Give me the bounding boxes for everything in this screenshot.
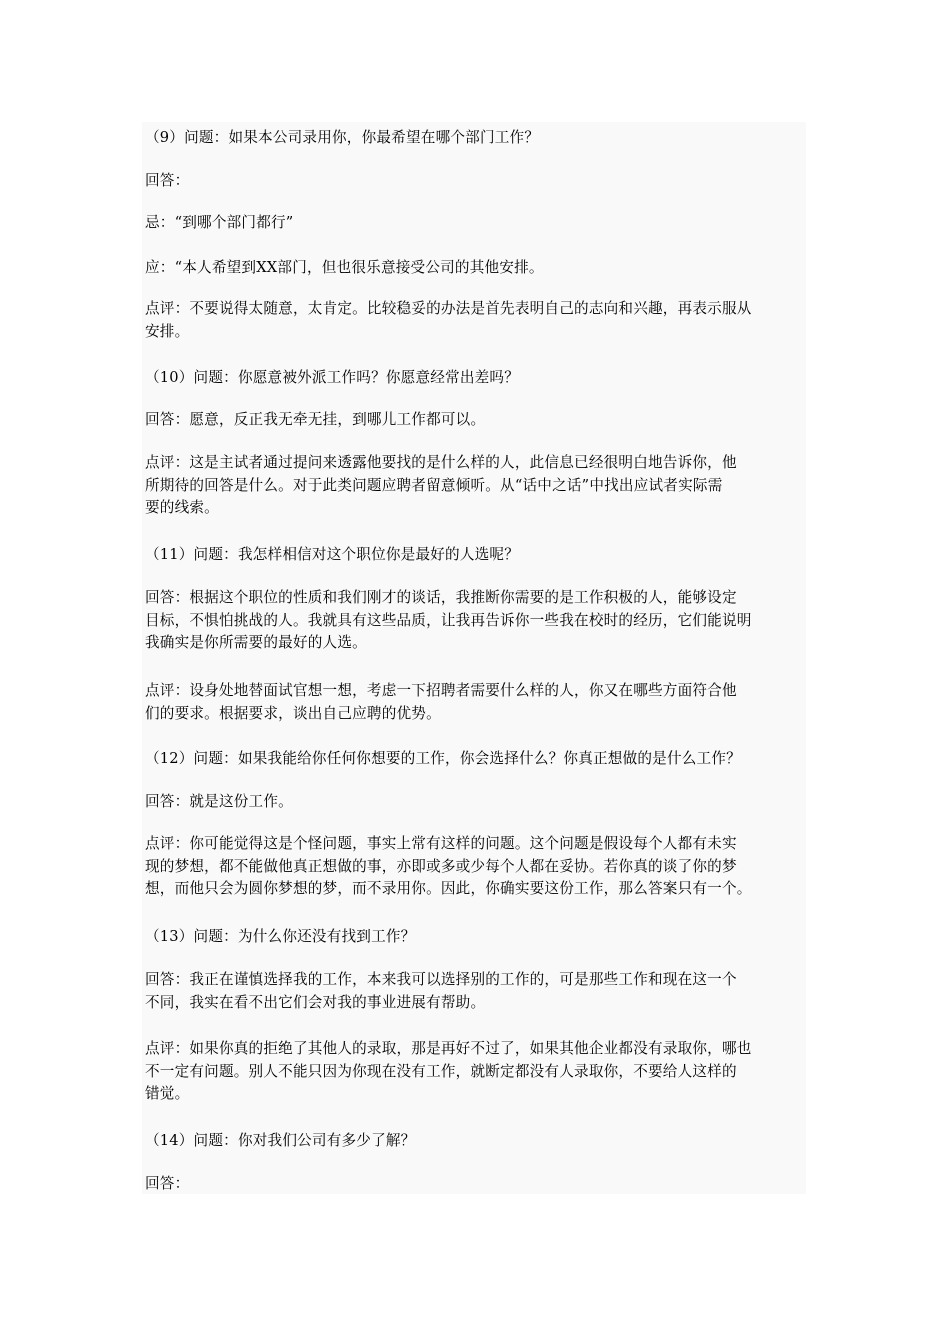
paragraph bbox=[145, 452, 807, 520]
paragraph-line: 我确实是你所需要的最好的人选。 bbox=[145, 634, 367, 652]
paragraph bbox=[145, 298, 807, 343]
paragraph-line: 点评：如果你真的拒绝了其他人的录取，那是再好不过了，如果其他企业都没有录取你，哪也 bbox=[145, 1040, 752, 1057]
paragraph-line: 想，而他只会为圆你梦想的梦，而不录用你。因此，你确实要这份工作，那么答案只有一个。 bbox=[145, 880, 752, 898]
paragraph-line: （12）问题：如果我能给你任何你想要的工作，你会选择什么？你真正想做的是什么工作？ bbox=[145, 750, 741, 767]
paragraph bbox=[145, 212, 807, 235]
paragraph-line: 点评：设身处地替面试官想一想，考虑一下招聘者需要什么样的人，你又在哪些方面符合他 bbox=[145, 682, 737, 699]
paragraph bbox=[145, 680, 807, 725]
paragraph-line: （10）问题：你愿意被外派工作吗？你愿意经常出差吗？ bbox=[145, 369, 520, 386]
paragraph bbox=[145, 1173, 807, 1196]
paragraph-line: 安排。 bbox=[145, 322, 190, 340]
paragraph-line: 回答：我正在谨慎选择我的工作，本来我可以选择别的工作的，可是那些工作和现在这一个 bbox=[145, 971, 737, 988]
paragraph-line: 回答：就是这份工作。 bbox=[145, 793, 293, 810]
paragraph-line: （11）问题：我怎样相信对这个职位你是最好的人选呢？ bbox=[145, 546, 520, 563]
paragraph bbox=[145, 833, 807, 901]
paragraph-line: （13）问题：为什么你还没有找到工作？ bbox=[145, 928, 416, 945]
paragraph bbox=[145, 1038, 807, 1106]
paragraph-line: 点评：你可能觉得这是个怪问题，事实上常有这样的问题。这个问题是假设每个人都有未实 bbox=[145, 835, 737, 852]
paragraph bbox=[145, 127, 807, 150]
paragraph bbox=[145, 367, 807, 390]
paragraph-line: 错觉。 bbox=[145, 1085, 190, 1103]
paragraph-line: 应：“本人希望到XX部门，但也很乐意接受公司的其他安排。 bbox=[145, 259, 544, 276]
paragraph bbox=[145, 544, 807, 567]
paragraph-line: 所期待的回答是什么。对于此类问题应聘者留意倾听。从“话中之话”中找出应试者实际需 bbox=[145, 476, 723, 494]
paragraph-line: 不一定有问题。别人不能只因为你现在没有工作，就断定都没有人录取你，不要给人这样的 bbox=[145, 1062, 737, 1080]
paragraph bbox=[145, 587, 807, 655]
paragraph-line: 回答： bbox=[145, 1175, 190, 1192]
paragraph-line: 回答： bbox=[145, 172, 190, 189]
paragraph bbox=[145, 1130, 807, 1153]
paragraph bbox=[145, 969, 807, 1014]
paragraph-line: 现的梦想，都不能做他真正想做的事，亦即或多或少每个人都在妥协。若你真的谈了你的梦 bbox=[145, 857, 737, 875]
paragraph bbox=[145, 170, 807, 193]
paragraph bbox=[145, 791, 807, 814]
paragraph-line: 们的要求。根据要求，谈出自己应聘的优势。 bbox=[145, 704, 441, 722]
paragraph-line: 忌：“到哪个部门都行” bbox=[145, 214, 294, 231]
paragraph-line: 要的线索。 bbox=[145, 499, 219, 517]
paragraph bbox=[145, 409, 807, 432]
paragraph-line: 回答：根据这个职位的性质和我们刚才的谈话，我推断你需要的是工作积极的人，能够设定 bbox=[145, 589, 737, 606]
paragraph-line: 目标，不惧怕挑战的人。我就具有这些品质，让我再告诉你一些我在校时的经历，它们能说明 bbox=[145, 611, 752, 629]
document-body bbox=[142, 122, 806, 1194]
paragraph bbox=[145, 926, 807, 949]
paragraph-line: （14）问题：你对我们公司有多少了解？ bbox=[145, 1132, 416, 1149]
paragraph-line: 点评：这是主试者通过提问来透露他要找的是什么样的人，此信息已经很明白地告诉你，他 bbox=[145, 454, 737, 471]
paragraph-line: 点评：不要说得太随意，太肯定。比较稳妥的办法是首先表明自己的志向和兴趣，再表示服从 bbox=[145, 300, 752, 317]
paragraph bbox=[145, 748, 807, 771]
paragraph-line: 回答：愿意，反正我无牵无挂，到哪儿工作都可以。 bbox=[145, 411, 486, 428]
paragraph-line: 不同，我实在看不出它们会对我的事业进展有帮助。 bbox=[145, 993, 486, 1011]
paragraph bbox=[145, 257, 807, 280]
paragraph-line: （9）问题：如果本公司录用你，你最希望在哪个部门工作？ bbox=[145, 129, 540, 146]
